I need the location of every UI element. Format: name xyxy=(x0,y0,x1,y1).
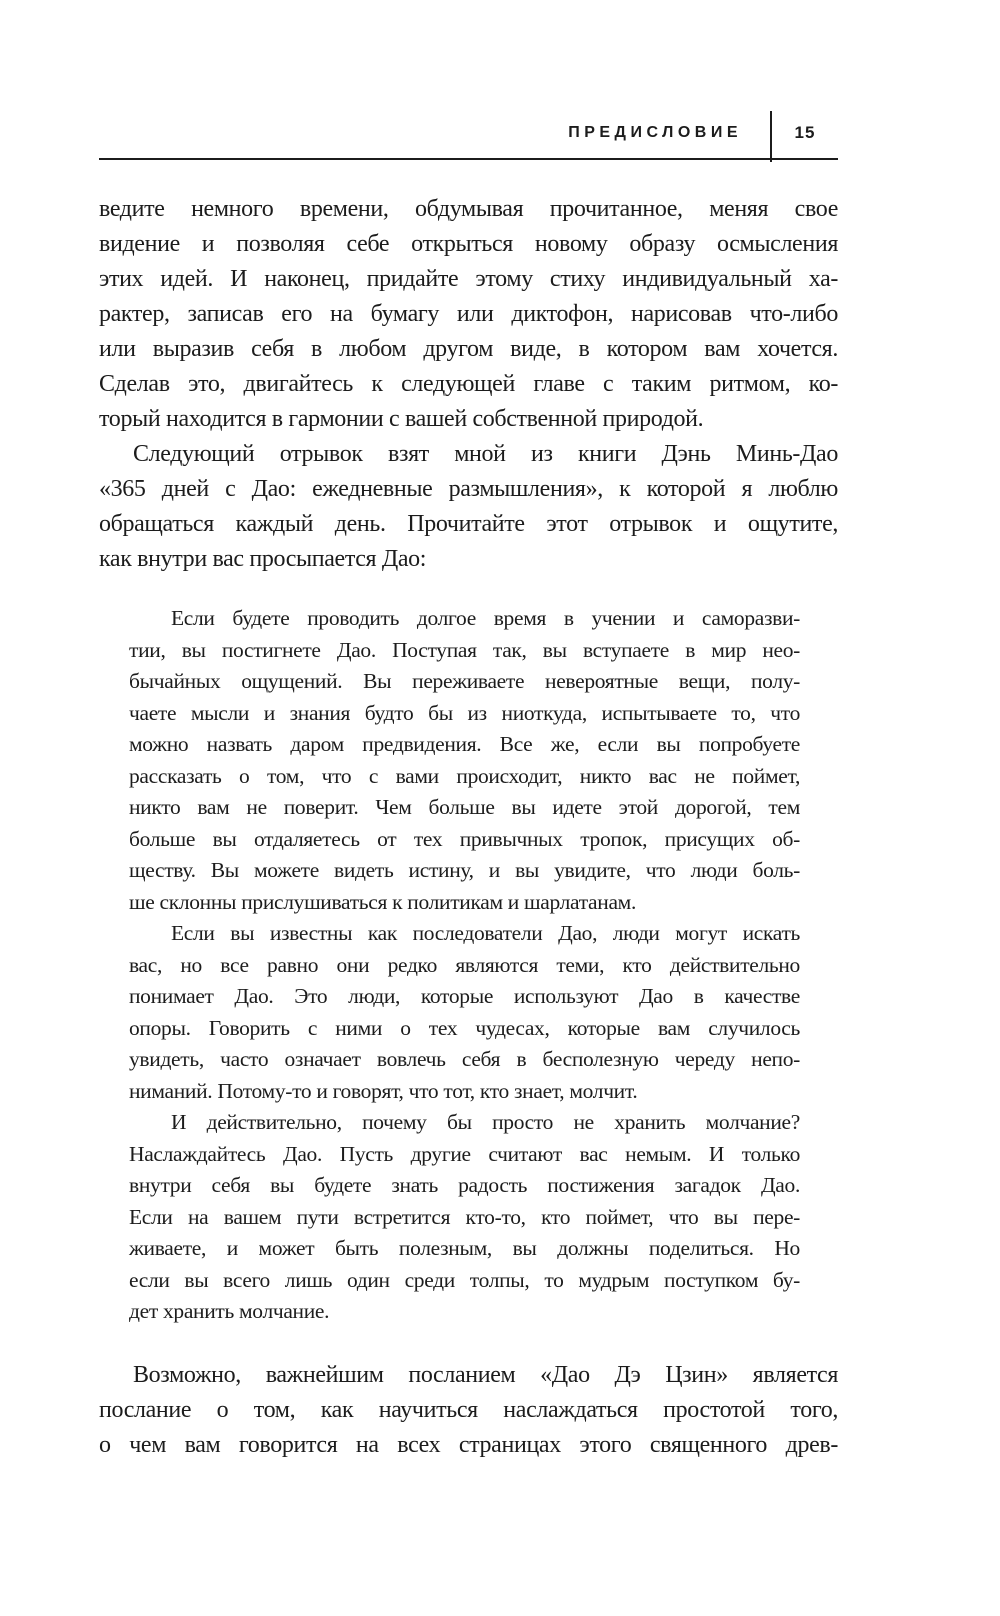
text-line: И действительно, почему бы просто не хранить молчание? xyxy=(171,1110,800,1134)
header-rule xyxy=(99,158,838,160)
paragraph-quote xyxy=(129,603,800,918)
text-line: рассказать о том, что с вами происходит, никто вас не поймет, xyxy=(129,763,800,788)
text-line: больше вы отдаляетесь от тех привычных тропок, присущих об- xyxy=(129,826,800,851)
text-line: опоры. Говорить с ними о тех чудесах, которые вам случилось xyxy=(129,1015,800,1040)
text-line: как внутри вас просыпается Дао: xyxy=(99,546,427,572)
text-line: о чем вам говорится на всех страницах этого священного древ- xyxy=(99,1431,838,1458)
text-line: дет хранить молчание. xyxy=(129,1299,330,1323)
text-line: Если на вашем пути встретится кто-то, кто поймет, что вы пере- xyxy=(129,1204,800,1229)
text-line: этих идей. И наконец, придайте этому стиху индивидуальный ха- xyxy=(99,266,838,292)
paragraph-body xyxy=(99,437,838,577)
text-line: вас, но все равно они редко являются теми, кто действительно xyxy=(129,952,800,977)
paragraph-quote xyxy=(129,1107,800,1328)
text-line: чаете мысли и знания будто бы из ниоткуда, испытываете то, что xyxy=(129,700,800,725)
page-number: 15 xyxy=(794,123,816,142)
text-line: «365 дней с Дао: ежедневные размышления», к которой я люблю xyxy=(99,476,838,502)
text-line: послание о том, как научиться наслаждаться простотой того, xyxy=(99,1396,838,1423)
text-line: тии, вы постигнете Дао. Поступая так, вы вступаете в мир нео- xyxy=(129,637,800,662)
text-line: видение и позволяя себе открыться новому образу осмысления xyxy=(99,231,838,257)
text-line: внутри себя вы будете знать радость постижения загадок Дао. xyxy=(129,1173,800,1197)
text-line: торый находится в гармонии с вашей собственной природой. xyxy=(99,406,704,432)
text-line: можно назвать даром предвидения. Все же, если вы попробуете xyxy=(129,732,800,756)
text-line: понимает Дао. Это люди, которые используют Дао в качестве xyxy=(129,984,800,1008)
text-line: обращаться каждый день. Прочитайте этот отрывок и ощутите, xyxy=(99,511,838,537)
page-content xyxy=(99,192,838,1463)
text-line: увидеть, часто означает вовлечь себя в бесполезную череду непо- xyxy=(129,1047,800,1071)
text-line: никто вам не поверит. Чем больше вы идете этой дорогой, тем xyxy=(129,795,800,819)
text-line: Если будете проводить долгое время в учении и саморазви- xyxy=(171,606,800,630)
running-head-title: ПРЕДИСЛОВИЕ xyxy=(568,124,742,141)
text-line: если вы всего лишь один среди толпы, то мудрым поступком бу- xyxy=(129,1267,800,1292)
text-line: ниманий. Потому-то и говорят, что тот, кто знает, молчит. xyxy=(129,1078,638,1103)
text-line: рактер, записав его на бумагу или диктофон, нарисовав что-либо xyxy=(99,301,838,327)
text-line: Наслаждайтесь Дао. Пусть другие считают вас немым. И только xyxy=(129,1141,800,1166)
text-line: живаете, и может быть полезным, вы должны поделиться. Но xyxy=(129,1236,800,1260)
text-line: Если вы известны как последователи Дао, люди могут искать xyxy=(171,921,800,945)
text-line: или выразив себя в любом другом виде, в котором вам хочется. xyxy=(99,336,838,362)
paragraph-body xyxy=(99,1358,838,1463)
paragraph-quote xyxy=(129,918,800,1107)
text-line: Сделав это, двигайтесь к следующей главе с таким ритмом, ко- xyxy=(99,371,838,397)
page-header xyxy=(99,0,838,162)
paragraph-body xyxy=(99,192,838,437)
text-line: бычайных ощущений. Вы переживаете невероятные вещи, полу- xyxy=(129,669,800,693)
text-line: ше склонны прислушиваться к политикам и шарлатанам. xyxy=(129,889,636,914)
text-line: ществу. Вы можете видеть истину, и вы увидите, что люди боль- xyxy=(129,858,800,882)
text-line: Возможно, важнейшим посланием «Дао Дэ Цзин» является xyxy=(133,1361,838,1388)
text-line: Следующий отрывок взят мной из книги Дэнь Минь-Дао xyxy=(133,441,838,467)
text-line: ведите немного времени, обдумывая прочитанное, меняя свое xyxy=(99,196,838,222)
